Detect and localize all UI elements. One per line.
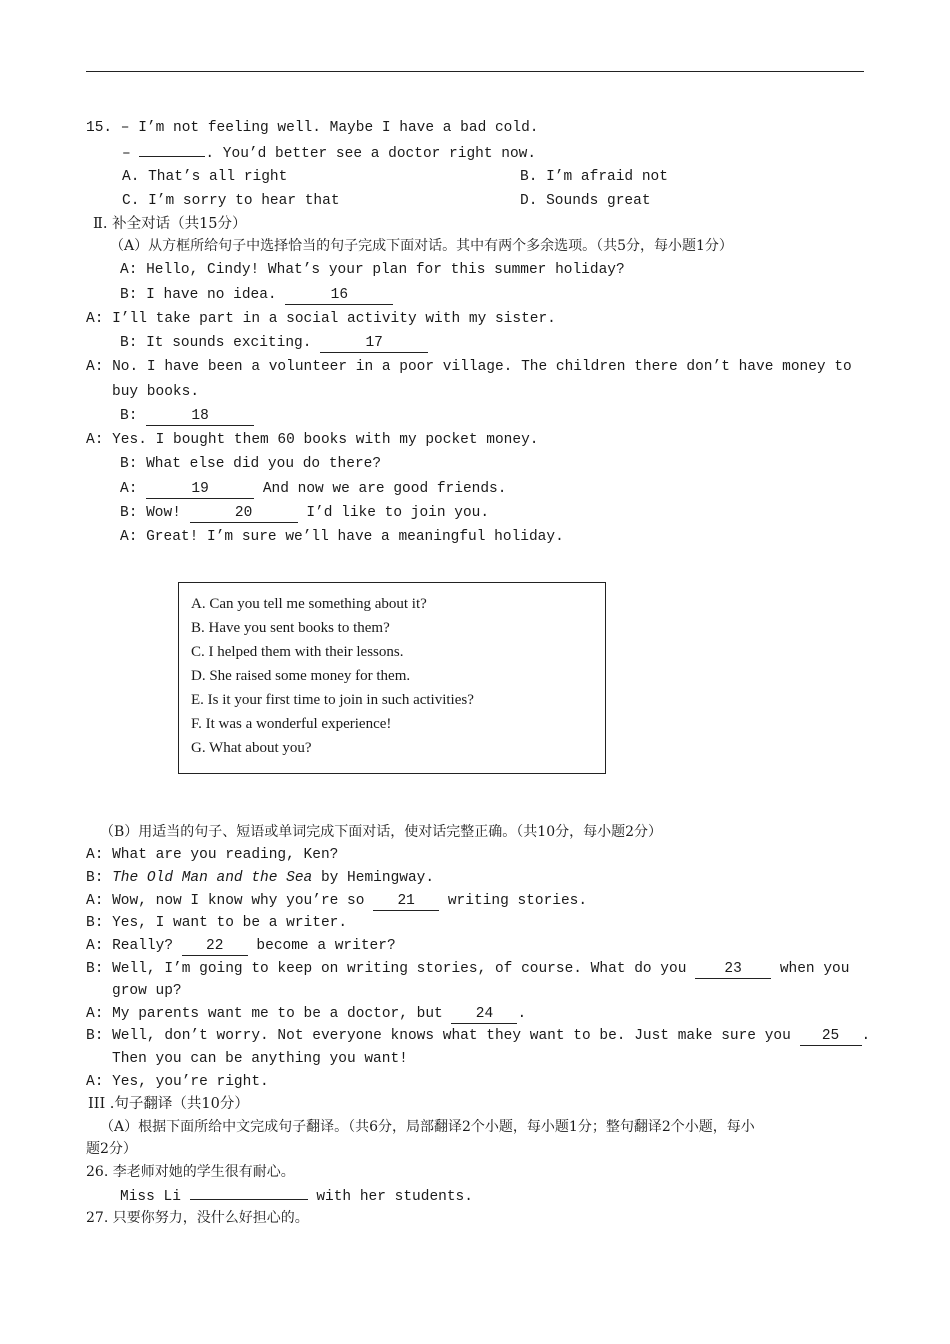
- section3-a-instructions: （A）根据下面所给中文完成句子翻译。（共6分，局部翻译2个小题，每小题1分；整句翻译2个小题，每小: [100, 1119, 755, 1135]
- section2-a-instructions: （A）从方框所给句子中选择恰当的句子完成下面对话。其中有两个多余选项。（共5分，每小题1分）: [110, 238, 733, 254]
- question-26: 26. 李老师对她的学生很有耐心。: [86, 1164, 295, 1180]
- dialog-a-line9: A: 19 And now we are good friends.: [120, 481, 507, 497]
- dialog-a-line2: B: I have no idea. 16: [120, 285, 393, 305]
- dialog-a-line7: A: Yes. I bought them 60 books with my pocket money.: [86, 432, 539, 448]
- box-option-f: F. It was a wonderful experience!: [191, 716, 392, 732]
- dialog-b-line2: B: The Old Man and the Sea by Hemingway.: [86, 870, 435, 886]
- q15-option-a[interactable]: A. That’s all right: [122, 169, 288, 185]
- blank-18[interactable]: 18: [146, 408, 254, 426]
- dialog-a-line6: B: 18: [120, 406, 254, 426]
- blank-22[interactable]: 22: [182, 938, 248, 956]
- dialog-b-line5: A: Really? 22 become a writer?: [86, 938, 396, 954]
- q15-option-c[interactable]: C. I’m sorry to hear that: [122, 193, 340, 209]
- blank-16[interactable]: 16: [285, 287, 393, 305]
- dialog-a-line3: A: I’ll take part in a social activity with my sister.: [86, 311, 556, 327]
- dialog-b-line9: A: Yes, you’re right.: [86, 1074, 269, 1090]
- blank-25[interactable]: 25: [800, 1028, 862, 1046]
- dialog-a-line11: A: Great! I’m sure we’ll have a meaningful holiday.: [120, 529, 564, 545]
- section2-title: Ⅱ. 补全对话（共15分）: [93, 216, 247, 232]
- blank-24[interactable]: 24: [451, 1006, 517, 1024]
- blank-17[interactable]: 17: [320, 335, 428, 353]
- dialog-a-line5b: buy books.: [112, 384, 200, 400]
- dialog-b-line7: A: My parents want me to be a doctor, but 24 .: [86, 1006, 527, 1022]
- section3-a-instructions-cont: 题2分）: [86, 1141, 137, 1157]
- q15-line2: – . You’d better see a doctor right now.: [122, 142, 536, 164]
- dialog-a-line10: B: Wow! 20 I’d like to join you.: [120, 505, 490, 521]
- section2-b-instructions: （B）用适当的句子、短语或单词完成下面对话，使对话完整正确。（共10分，每小题2分）: [100, 824, 663, 840]
- box-option-b: B. Have you sent books to them?: [191, 620, 390, 636]
- dialog-a-line8: B: What else did you do there?: [120, 456, 382, 472]
- blank-26[interactable]: [190, 1185, 308, 1200]
- blank-19[interactable]: 19: [146, 481, 254, 499]
- dialog-a-line5: A: No. I have been a volunteer in a poor village. The children there don’t have money to: [86, 359, 852, 375]
- dialog-b-line3: A: Wow, now I know why you’re so 21 writing stories.: [86, 893, 588, 909]
- q15-blank[interactable]: [139, 142, 205, 157]
- box-option-g: G. What about you?: [191, 740, 312, 756]
- header-rule: [86, 71, 864, 72]
- dialog-b-line8b: Then you can be anything you want!: [112, 1051, 408, 1067]
- blank-20[interactable]: 20: [190, 505, 298, 523]
- q15-option-b[interactable]: B. I’m afraid not: [520, 169, 668, 185]
- dialog-a-line4: B: It sounds exciting. 17: [120, 333, 428, 353]
- section3-title: III .句子翻译（共10分）: [88, 1096, 249, 1112]
- q15-line1: 15. – I’m not feeling well. Maybe I have a bad cold.: [86, 120, 539, 136]
- dialog-b-line6c: grow up?: [112, 983, 182, 999]
- dialog-b-line8: B: Well, don’t worry. Not everyone knows what they want to be. Just make sure you 25 .: [86, 1028, 871, 1044]
- blank-21[interactable]: 21: [373, 893, 439, 911]
- box-option-c: C. I helped them with their lessons.: [191, 644, 404, 660]
- options-box: [178, 582, 606, 774]
- box-option-d: D. She raised some money for them.: [191, 668, 411, 684]
- blank-23[interactable]: 23: [695, 961, 771, 979]
- q15-option-d[interactable]: D. Sounds great: [520, 193, 651, 209]
- box-option-e: E. Is it your first time to join in such activities?: [191, 692, 474, 708]
- question-27: 27. 只要你努力，没什么好担心的。: [86, 1210, 309, 1226]
- box-option-a: A. Can you tell me something about it?: [191, 596, 427, 612]
- dialog-a-line1: A: Hello, Cindy! What’s your plan for this summer holiday?: [120, 262, 625, 278]
- dialog-b-line1: A: What are you reading, Ken?: [86, 847, 339, 863]
- dialog-b-line4: B: Yes, I want to be a writer.: [86, 915, 348, 931]
- question-26-answer-line: Miss Li with her students.: [120, 1185, 473, 1207]
- dialog-b-line6: B: Well, I’m going to keep on writing stories, of course. What do you 23 when you: [86, 961, 850, 977]
